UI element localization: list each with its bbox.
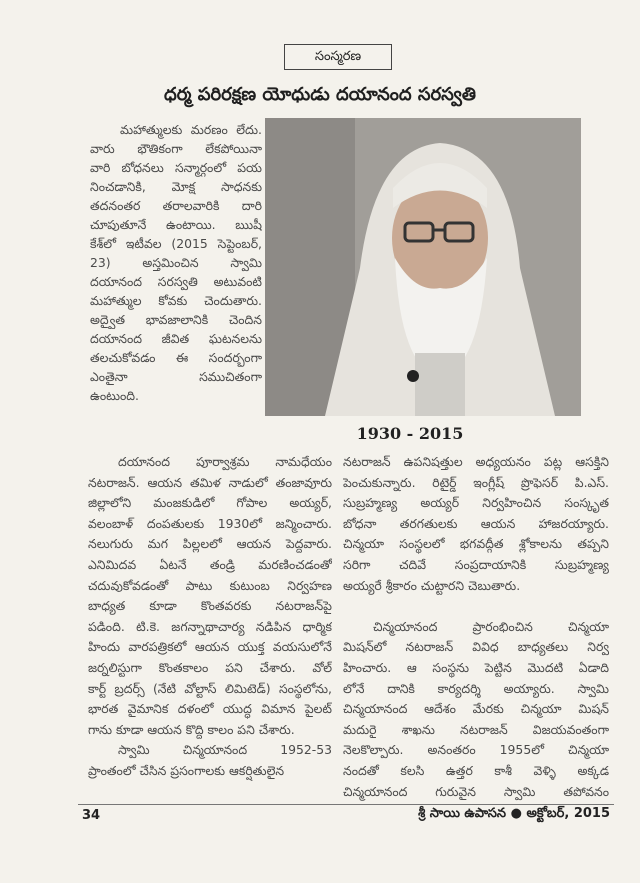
text-line: నించడానికి, మోక్ష సాధనకు	[90, 179, 262, 194]
text-line: హిందు వారపత్రికలో ఆయన యుక్త వయసులోనే	[88, 639, 332, 655]
photo-caption: 1930 - 2015	[356, 424, 464, 443]
text-line: ఉంటుంది.	[90, 388, 139, 403]
text-line: వారి బోధనలు సన్మార్గంలో పయ	[90, 160, 262, 175]
text-line: అయ్యరే శ్రీకారం చుట్టారని చెబుతారు.	[343, 577, 521, 593]
publication-info: శ్రీ సాయి ఉపాసన ● అక్టోబర్, 2015	[418, 806, 610, 821]
text-line: లోనే దానికి కార్యదర్శి అయ్యారు. స్వామి	[343, 680, 609, 696]
text-line: చిన్మయా సంస్థలలో భగవద్గీత శ్లోకాలను తప్పని	[343, 536, 609, 552]
text-line: ఎనిమిదవ ఏటనే తండ్రి మరణించడంతో	[88, 556, 332, 572]
text-line: బోధనా తరగతులకు ఆయన హాజరయ్యారు.	[343, 515, 609, 531]
portrait-image	[265, 118, 581, 416]
text-line: జర్నలిస్టుగా కొంతకాలం పని చేశారు. వోల్	[88, 659, 332, 675]
text-line: మదురై శాఖను నటరాజన్ విజయవంతంగా	[343, 721, 609, 737]
footer-divider	[78, 804, 614, 805]
page-number: 34	[82, 808, 101, 823]
text-line: దయానంద సరస్వతి అటువంటి	[90, 274, 262, 289]
text-line: హించారు. ఆ సంస్థను పెట్టిన మొదటి ఏడాది	[343, 659, 609, 675]
text-line: నెలకొల్పారు. అనంతరం 1955లో చిన్మయా	[343, 742, 609, 758]
article-title: ధర్మ పరిరక్షణ యోధుడు దయానంద సరస్వతి	[164, 84, 476, 105]
text-line: జిల్లాలోని మంజకుడిలో గోపాల అయ్యర్,	[88, 495, 332, 511]
text-line: దయానంద జీవిత ఘటనలను	[90, 331, 262, 346]
text-line: అద్వైత భావజాలానికి చెందిన	[90, 312, 262, 327]
paragraph-gap	[343, 596, 609, 617]
text-line: ఎంతైనా సముచితంగా	[90, 369, 262, 384]
portrait-photo	[265, 118, 581, 416]
text-line: తదనంతర తరాలవారికి దారి	[90, 198, 262, 213]
text-line: నలుగురు మగ పిల్లలలో ఆయన పెద్దవారు.	[88, 536, 332, 552]
text-line: కార్ట్ బ్రదర్స్ (నేటి వోల్టాస్ లిమిటెడ్) సంస్థలోను,	[88, 680, 332, 696]
text-line: సరిగా చదివే సంప్రదాయానికి సుబ్రహ్మణ్య	[343, 556, 609, 572]
text-line: మిషన్‌లో నటరాజన్ వివిధ బాధ్యతలు నిర్వ	[343, 639, 609, 655]
text-line: చిన్మయానంద గురువైన స్వామి తపోవనం	[343, 783, 609, 799]
section-label: సంస్మరణ	[284, 44, 392, 70]
text-line: 23) అస్తమించిన స్వామి	[90, 255, 262, 270]
right-column	[343, 452, 609, 802]
text-line: చిన్మయానంద ఆదేశం మేరకు చిన్మయా మిషన్	[343, 701, 609, 717]
text-line: పడింది. టి.కె. జగన్నాథాచార్య నడిపిన ధార్మిక	[88, 618, 332, 634]
text-line: కేశ్‌లో ఇటీవల (2015 సెప్టెంబర్,	[90, 236, 262, 251]
text-line: గాను కూడా ఆయన కొద్ది కాలం పని చేశారు.	[88, 721, 295, 737]
text-line: ప్రాంతంలో చేసిన ప్రసంగాలకు ఆకర్షితులైన	[88, 762, 285, 778]
text-line: వారు భౌతికంగా లేకపోయినా	[90, 141, 262, 156]
text-line: నందతో కలసి ఉత్తర కాశీ వెళ్ళి అక్కడ	[343, 762, 609, 778]
text-line: వలంబాళ్ దంపతులకు 1930లో జన్మించారు.	[88, 515, 332, 531]
text-line: చూపుతూనే ఉంటాయి. ఋషీ	[90, 217, 262, 232]
intro-column	[90, 120, 262, 405]
text-line: తలచుకోవడం ఈ సందర్భంగా	[90, 350, 262, 365]
text-line: భారత వైమానిక దళంలో యుద్ధ విమాన పైలట్	[88, 701, 332, 717]
text-line: నటరాజన్ ఉపనిషత్తుల అధ్యయనం పట్ల ఆసక్తిని	[343, 454, 609, 469]
text-line: దయానంద పూర్వాశ్రమ నామధేయం	[118, 454, 332, 469]
text-line: బాధ్యత కూడా కొంతవరకు నటరాజన్‌పై	[88, 598, 332, 614]
text-line: చదువుకోవడంతో పాటు కుటుంబ నిర్వహణ	[88, 577, 332, 593]
text-line: స్వామి చిన్మయానంద 1952-53	[118, 742, 332, 758]
text-line: నటరాజన్. ఆయన తమిళ నాడులో తంజావూరు	[88, 474, 332, 490]
text-line: మహాత్ములకు మరణం లేదు.	[120, 122, 262, 137]
text-line: మహాత్ముల కోవకు చెందుతారు.	[90, 293, 262, 308]
text-line: పెంచుకున్నారు. రిటైర్డ్ ఇంగ్లీష్ ప్రొఫెసర్ పి.ఎస్.	[343, 474, 609, 490]
left-column	[88, 452, 332, 782]
text-line: సుబ్రహ్మణ్య అయ్యర్ నిర్వహించిన సంస్కృత	[343, 495, 609, 511]
text-line: చిన్మయానంద ప్రారంభించిన చిన్మయా	[373, 618, 609, 634]
